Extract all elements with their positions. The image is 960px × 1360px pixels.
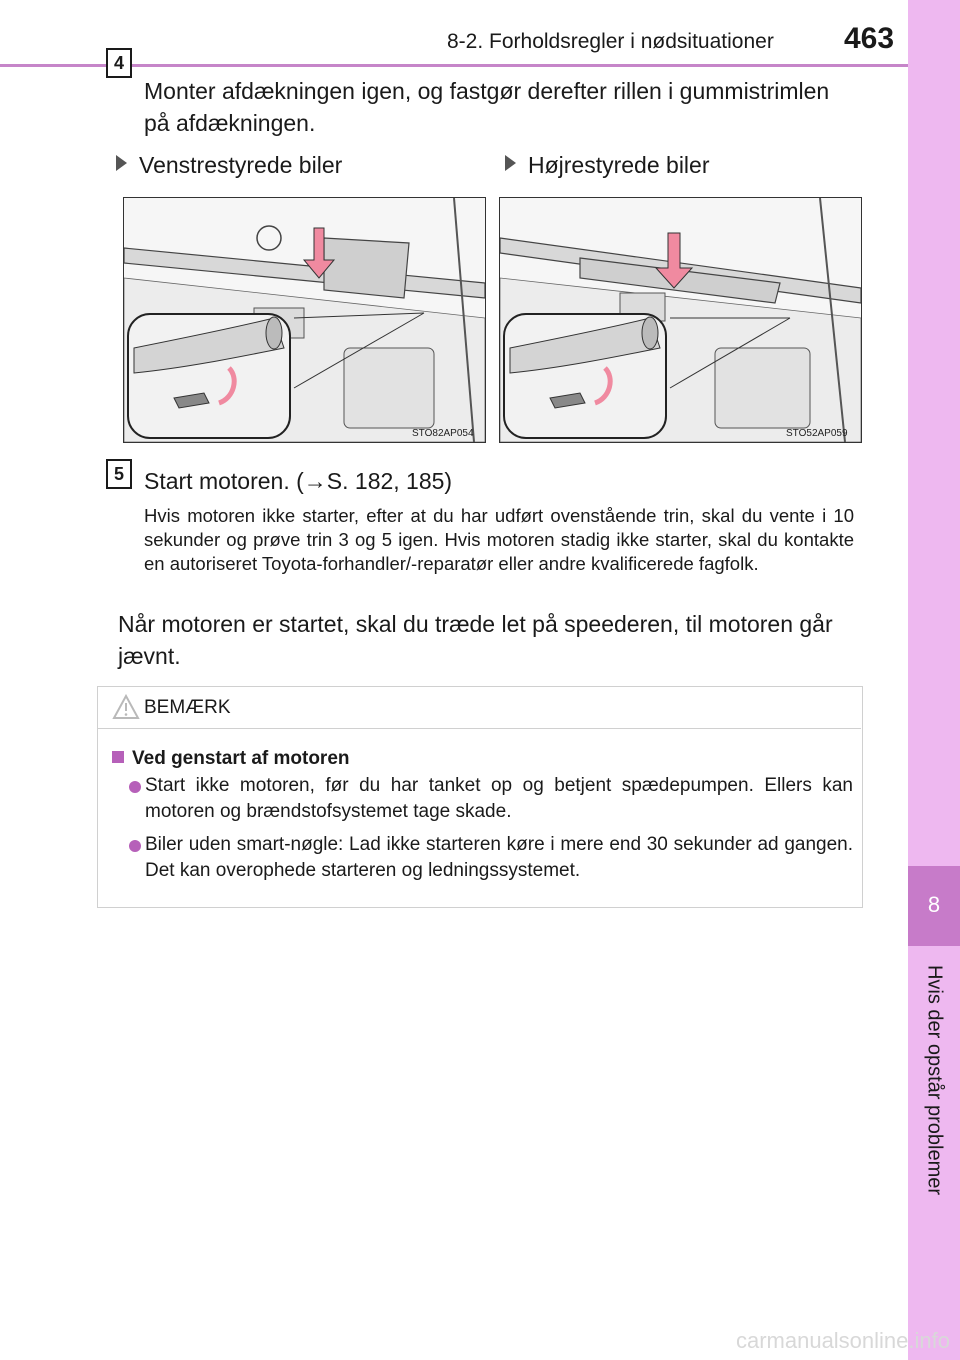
watermark: carmanualsonline.info [735, 1328, 950, 1353]
notice-title: BEMÆRK [144, 697, 231, 718]
variant-right [505, 152, 710, 179]
engine-bay-illustration-left [124, 198, 485, 442]
notice-bullet-1: Start ikke motoren, før du har tanket op og betjent spædepumpen. Ellers kan motoren og brændstofsystemet tage skade. [145, 775, 853, 822]
header-rule [0, 64, 908, 67]
chapter-number: 8 [927, 892, 941, 917]
step-badge-4: 4 [106, 48, 132, 78]
step-badge-5: 5 [106, 459, 132, 489]
page-number: 463 [844, 22, 895, 55]
figure-right-hand-drive [499, 197, 862, 443]
notice-heading-text: Ved genstart af motoren [132, 748, 350, 769]
variant-right-label: Højrestyrede biler [528, 152, 710, 178]
figure-code-left: STO82AP054 [412, 428, 474, 439]
variant-left-label: Venstrestyrede biler [139, 152, 343, 178]
warning-triangle-icon [112, 694, 140, 720]
figure-left-hand-drive [123, 197, 486, 443]
chapter-title: Hvis der opstår problemer [923, 964, 946, 1196]
notice-heading [112, 748, 350, 770]
after-start-line2: jævnt. [118, 643, 181, 669]
square-bullet-icon [112, 751, 124, 763]
variant-left [116, 152, 342, 179]
after-start-line1: Når motoren er startet, skal du træde let på speederen, til motoren går [118, 611, 833, 637]
step4-text-line1: Monter afdækningen igen, og fastgør derefter rillen i gummistrimlen [144, 78, 830, 104]
triangle-bullet-icon [505, 155, 516, 171]
bullet-dot-icon [129, 840, 141, 852]
step4-text-line2: på afdækningen. [144, 110, 316, 136]
engine-bay-illustration-right [500, 198, 861, 442]
step5-text: Start motoren. (→S. 182, 185) [144, 468, 453, 494]
notice-bullet-2: Biler uden smart-nøgle: Lad ikke starteren køre i mere end 30 sekunder ad gangen. Det kan overophede starteren og ledningssystemet. [145, 834, 853, 881]
step5-note: Hvis motoren ikke starter, efter at du har udført ovenstående trin, skal du vente i 10 sekunder og prøve trin 3 og 5 igen. Hvis motoren stadig ikke starter, skal du kontakte en autoriseret Toyota-forhandler/-reparatør eller andre kvalificerede fagfolk. [144, 505, 854, 574]
section-title: 8-2. Forholdsregler i nødsituationer [447, 30, 774, 53]
figure-code-right: STO52AP059 [786, 428, 848, 439]
triangle-bullet-icon [116, 155, 127, 171]
bullet-dot-icon [129, 781, 141, 793]
